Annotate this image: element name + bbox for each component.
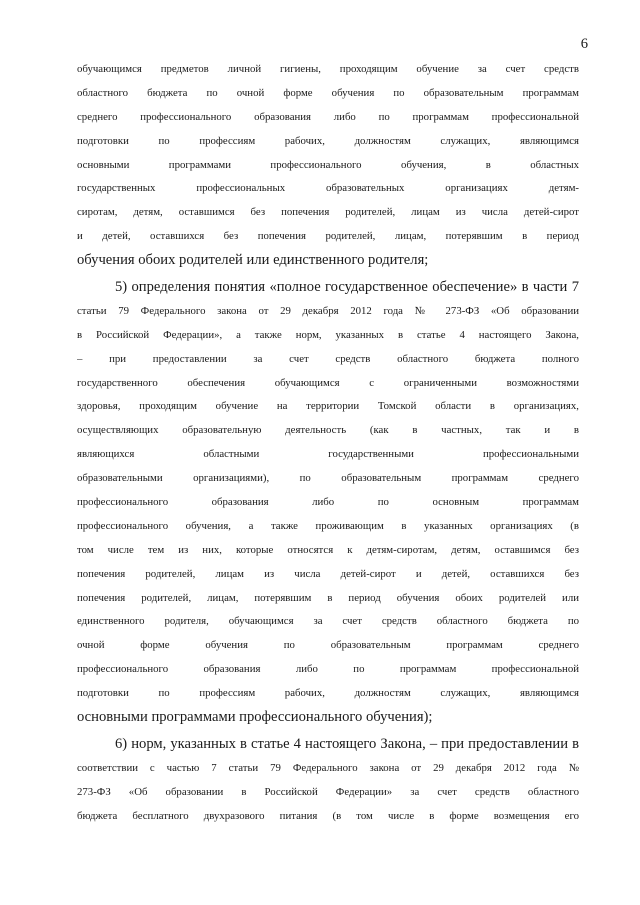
text-line: 6) норм, указанных в статье 4 настоящего Закона, – при предоставлении в bbox=[115, 735, 579, 752]
text-line: образовательными организациями), по образовательным программам среднего bbox=[77, 472, 579, 485]
text-line: основными программами профессионального обучения, в областных bbox=[77, 158, 579, 171]
text-line: государственных профессиональных образовательных организациях детям- bbox=[77, 182, 579, 195]
text-line: сиротам, детям, оставшимся без попечения родителей, лицам из числа детей-сирот bbox=[77, 206, 579, 219]
text-line: основными программами профессионального обучения); bbox=[77, 709, 433, 726]
text-line: профессионального образования либо по основным программам bbox=[77, 496, 579, 509]
paragraph-continuation bbox=[77, 58, 579, 273]
text-line: государственного обеспечения обучающимся с ограниченными возможностями bbox=[77, 376, 579, 389]
text-line: бюджета бесплатного двухразового питания (в том числе в форме возмещения его bbox=[77, 809, 579, 822]
text-line: осуществляющих образовательную деятельность (как в частных, так и в bbox=[77, 424, 579, 437]
text-line: соответствии с частью 7 статьи 79 Федерального закона от 29 декабря 2012 года № bbox=[77, 761, 579, 774]
body-text bbox=[77, 58, 579, 829]
text-line: подготовки по профессиям рабочих, должностям служащих, являющимся bbox=[77, 687, 579, 700]
text-line: 273-ФЗ «Об образовании в Российской Федерации» за счет средств областного bbox=[77, 785, 579, 798]
text-line: подготовки по профессиям рабочих, должностям служащих, являющимся bbox=[77, 134, 579, 147]
text-line: том числе тем из них, которые относятся к детям-сиротам, детям, оставшимся без bbox=[77, 543, 579, 556]
text-line: единственного родителя, обучающимся за счет средств областного бюджета по bbox=[77, 615, 579, 628]
text-line: очной форме обучения по образовательным программам среднего bbox=[77, 639, 579, 652]
text-line: попечения родителей, лицам, потерявшим в период обучения обоих родителей или bbox=[77, 591, 579, 604]
text-line: профессионального обучения, а также проживающим в указанных организациях (в bbox=[77, 519, 579, 532]
text-line: здоровья, проходящим обучение на территории Томской области в организациях, bbox=[77, 400, 579, 413]
text-line: обучения обоих родителей или единственного родителя; bbox=[77, 252, 429, 269]
paragraph-item-5 bbox=[77, 276, 579, 730]
text-line: и детей, оставшихся без попечения родителей, лицам, потерявшим в период bbox=[77, 230, 579, 243]
text-line: в Российской Федерации», а также норм, указанных в статье 4 настоящего Закона, bbox=[77, 328, 579, 341]
text-line: являющихся областными государственными профессиональными bbox=[77, 448, 579, 461]
text-line: обучающимся предметов личной гигиены, проходящим обучение за счет средств bbox=[77, 63, 579, 75]
text-line: статьи 79 Федерального закона от 29 декабря 2012 года № 273-ФЗ «Об образовании bbox=[77, 304, 579, 317]
text-line: областного бюджета по очной форме обучения по образовательным программам bbox=[77, 86, 579, 99]
text-line: попечения родителей, лицам из числа детей-сирот и детей, оставшихся без bbox=[77, 567, 579, 580]
paragraph-item-6 bbox=[77, 733, 579, 829]
text-line: – при предоставлении за счет средств областного бюджета полного bbox=[77, 352, 579, 365]
page-number: 6 bbox=[580, 36, 588, 52]
text-line: среднего профессионального образования либо по программам профессиональной bbox=[77, 110, 579, 123]
text-line: 5) определения понятия «полное государственное обеспечение» в части 7 bbox=[115, 279, 579, 296]
text-line: профессионального образования либо по программам профессиональной bbox=[77, 663, 579, 676]
